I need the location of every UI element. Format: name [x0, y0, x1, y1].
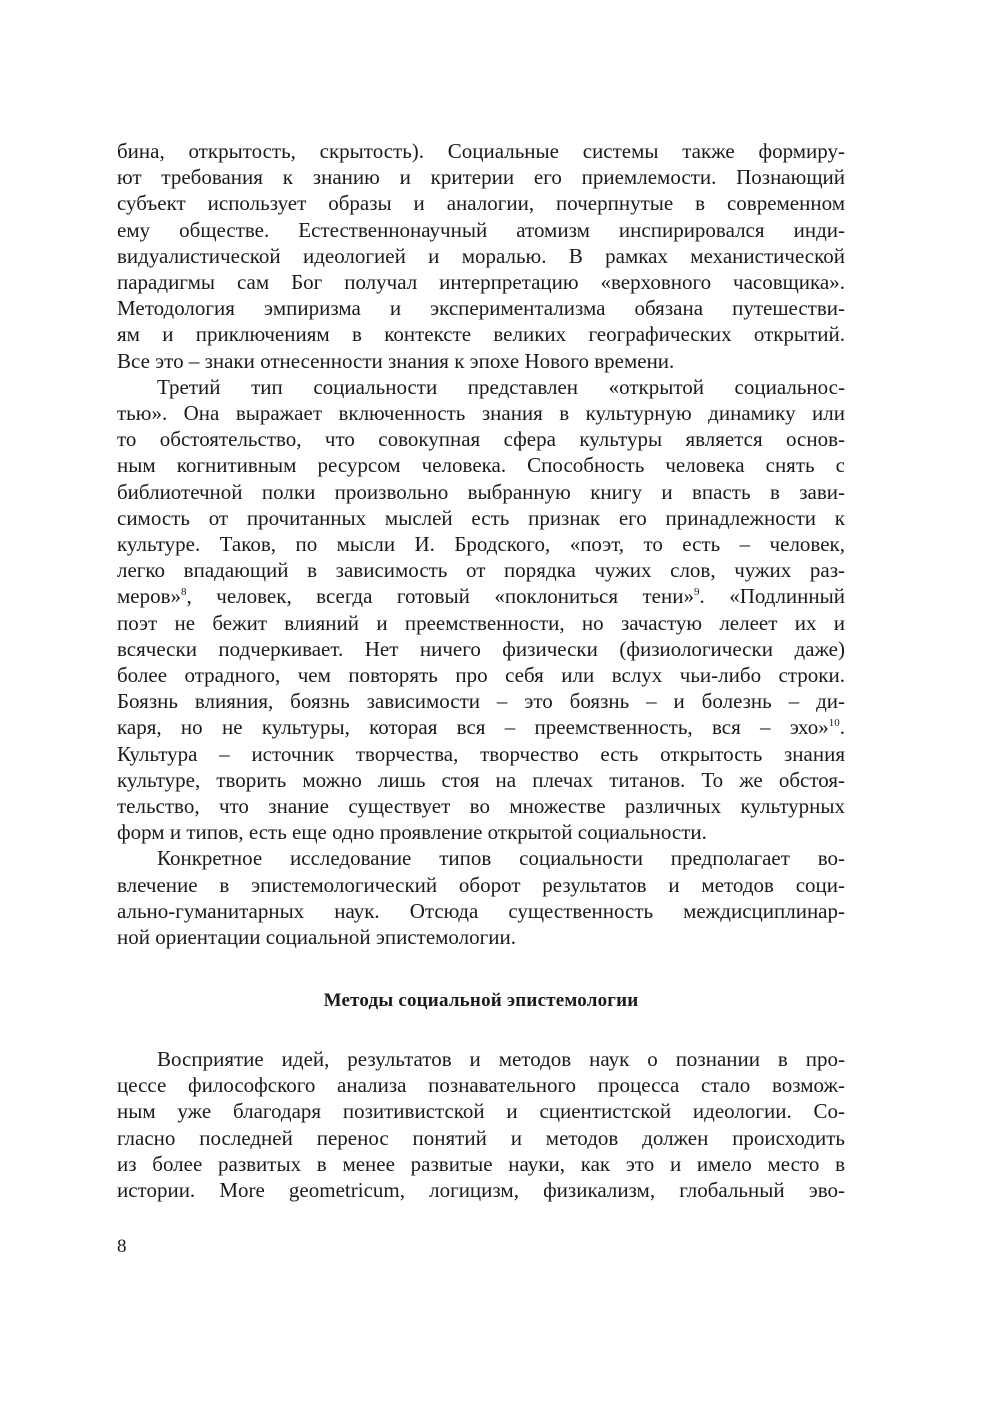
paragraph-1 [117, 138, 845, 374]
text-line: тельство, что знание существует во множестве различных культурных [117, 794, 845, 819]
paragraph-3 [117, 845, 845, 950]
text-line: Конкретное исследование типов социальности предполагает во- [157, 846, 845, 871]
text-line: Боязнь влияния, боязнь зависимости – это боязнь – и болезнь – ди- [117, 689, 845, 714]
text-line: ему обществе. Естественнонаучный атомизм инспирировался инди- [117, 217, 845, 242]
text-line: форм и типов, есть еще одно проявление открытой социальности. [117, 820, 707, 845]
text-fragment: , человек, всегда готовый «поклониться тени» [186, 584, 694, 609]
text-line: субъект использует образы и аналогии, почерпнутые в современном [117, 191, 845, 216]
text-line: легко впадающий в зависимость от порядка чужих слов, чужих раз- [117, 558, 845, 583]
text-line: парадигмы сам Бог получал интерпретацию «верховного часовщика». [117, 270, 845, 295]
text-line: Третий тип социальности представлен «открытой социальнос- [157, 374, 845, 399]
text-line: культуре. Таков, по мысли И. Бродского, «поэт, то есть – человек, [117, 532, 845, 557]
text-line: ют требования к знанию и критерии его приемлемости. Познающий [117, 165, 845, 190]
text-line: более отрадного, чем повторять про себя или вслух чьи-либо строки. [117, 663, 845, 688]
text-line: цессе философского анализа познавательного процесса стало возмож- [117, 1073, 845, 1098]
text-fragment: . [839, 715, 845, 740]
text-line: ям и приключениям в контексте великих географических открытий. [117, 322, 845, 347]
text-block-top [117, 138, 845, 950]
footnote-ref-10[interactable]: 10 [828, 717, 840, 730]
text-line: тью». Она выражает включенность знания в культурную динамику или [117, 401, 845, 426]
text-line: симость от прочитанных мыслей есть признак его принадлежности к [117, 505, 845, 530]
text-fragment: . «Подлинный [699, 584, 845, 609]
footnote-ref-8[interactable]: 8 [181, 586, 187, 599]
section-heading: Методы социальной эпистемологии [323, 990, 639, 1011]
text-line: ным уже благодаря позитивистской и сциентистской идеологии. Со- [117, 1099, 845, 1124]
text-line: видуалистической идеологией и моралью. В рамках механистической [117, 243, 845, 268]
text-line: гласно последней перенос понятий и методов должен происходить [117, 1125, 845, 1150]
text-line: ной ориентации социальной эпистемологии. [117, 925, 516, 950]
text-line-footnote [117, 714, 845, 740]
text-line: поэт не бежит влияний и преемственности, но зачастую лелеет их и [117, 610, 845, 635]
text-line: истории. More geometricum, логицизм, физикализм, глобальный эво- [117, 1178, 845, 1203]
text-line: Все это – знаки отнесенности знания к эпохе Нового времени. [117, 348, 675, 373]
text-line: бина, открытость, скрытость). Социальные системы также формиру- [117, 139, 845, 163]
text-fragment: меров» [117, 584, 182, 609]
text-line: всячески подчеркивает. Нет ничего физически (физиологически даже) [117, 636, 845, 661]
text-line: то обстоятельство, что совокупная сфера культуры является основ- [117, 427, 845, 452]
page-number: 8 [117, 1236, 127, 1257]
text-block-bottom [117, 1046, 845, 1203]
text-line: Культура – источник творчества, творчество есть открытость знания [117, 741, 845, 766]
text-line: Методология эмпиризма и экспериментализма обязана путешестви- [117, 296, 845, 321]
text-line: влечение в эпистемологический оборот результатов и методов соци- [117, 872, 845, 897]
text-line-footnotes [117, 583, 845, 609]
text-line: культуре, творить можно лишь стоя на плечах титанов. То же обстоя- [117, 767, 845, 792]
footnote-ref-9[interactable]: 9 [693, 586, 700, 599]
text-line: ным когнитивным ресурсом человека. Способность человека снять с [117, 453, 845, 478]
text-line: библиотечной полки произвольно выбранную книгу и впасть в зави- [117, 479, 845, 504]
text-line: Восприятие идей, результатов и методов наук о познании в про- [157, 1047, 845, 1071]
paragraph-2 [117, 374, 845, 846]
paragraph-4 [117, 1046, 845, 1203]
text-fragment: каря, но не культуры, которая вся – преемственность, вся – эхо» [117, 715, 829, 740]
text-line: из более развитых в менее развитые науки, как это и имело место в [117, 1151, 845, 1176]
text-line: ально-гуманитарных наук. Отсюда существенность междисциплинар- [117, 898, 845, 923]
